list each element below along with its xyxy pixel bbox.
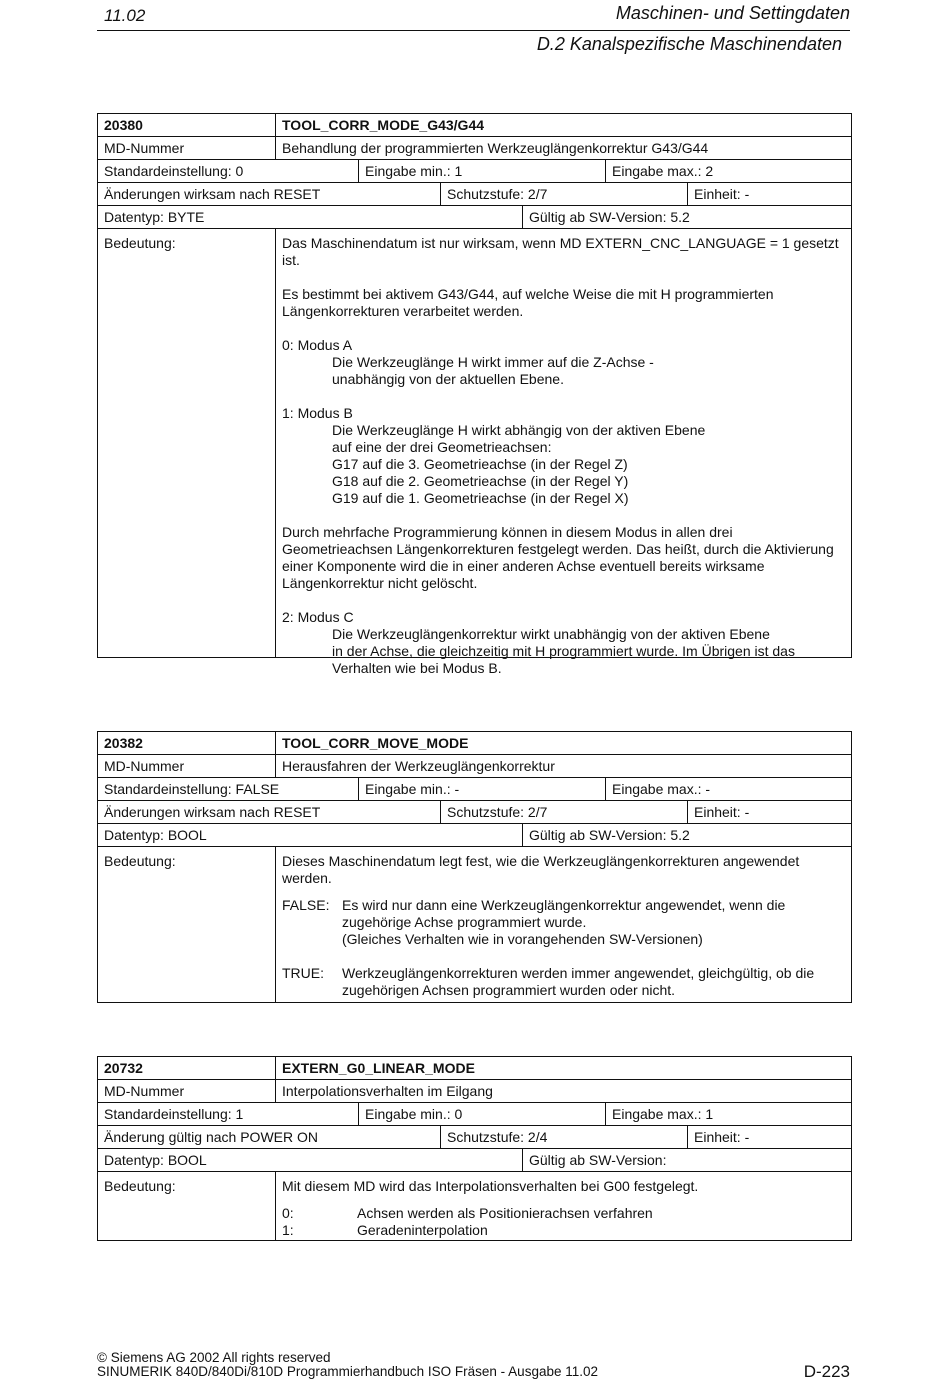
footer-book-title: SINUMERIK 840D/840Di/810D Programmierhandbuch ISO Fräsen - Ausgabe 11.02 xyxy=(97,1364,599,1379)
header-date: 11.02 xyxy=(104,6,146,25)
md-description-row xyxy=(98,1080,851,1103)
md-input-max: Eingabe max.: 1 xyxy=(605,1103,851,1125)
md-datatype: Datentyp: BOOL xyxy=(104,827,207,843)
md-input-max: Eingabe max.: - xyxy=(605,778,851,800)
md-standard: Standardeinstellung: 0 xyxy=(104,163,244,179)
md-description: Behandlung der programmierten Werkzeuglängenkorrektur G43/G44 xyxy=(275,137,851,159)
md-description: Interpolationsverhalten im Eilgang xyxy=(275,1080,851,1102)
option-0-text: Achsen werden als Positionierachsen verfahren xyxy=(357,1205,653,1221)
md-protection: Schutzstufe: 2/7 xyxy=(440,801,687,823)
header-rule xyxy=(97,30,850,31)
false-note: (Gleiches Verhalten wie in vorangehenden SW-Versionen) xyxy=(342,931,703,947)
false-description: Es wird nur dann eine Werkzeuglängenkorrektur angewendet, wenn die zugehörige Achse programmiert wurde. xyxy=(342,897,786,930)
md-meaning-label: Bedeutung: xyxy=(104,235,176,251)
md-protection: Schutzstufe: 2/7 xyxy=(440,183,687,205)
md-changes: Änderungen wirksam nach RESET xyxy=(104,804,321,820)
md-changes: Änderungen wirksam nach RESET xyxy=(104,186,321,202)
header-chapter-title: Maschinen- und Settingdaten xyxy=(615,3,850,23)
mode-c-line: in der Achse, die gleichzeitig mit H programmiert wurde. Im Übrigen ist das xyxy=(332,643,795,659)
mode-b-line: Die Werkzeuglänge H wirkt abhängig von der aktiven Ebene xyxy=(332,422,706,438)
md-type-row xyxy=(98,1149,851,1172)
md-meaning-text xyxy=(275,229,851,676)
md-effect-row xyxy=(98,183,851,206)
md-meaning-row xyxy=(98,1172,851,1240)
md-number: 20732 xyxy=(104,1060,143,1076)
md-limits-row xyxy=(98,1103,851,1126)
option-1-text: Geradeninterpolation xyxy=(357,1222,488,1238)
mode-b-line: auf eine der drei Geometrieachsen: xyxy=(332,439,552,455)
md-input-max: Eingabe max.: 2 xyxy=(605,160,851,182)
page-number: D-223 xyxy=(803,1362,850,1381)
md-block-20382 xyxy=(97,731,852,1003)
header-section-title: D.2 Kanalspezifische Maschinendaten xyxy=(536,34,842,54)
md-meaning-text xyxy=(275,847,851,1002)
md-number-label: MD-Nummer xyxy=(104,1083,185,1099)
mode-b-line: G19 auf die 1. Geometrieachse (in der Regel X) xyxy=(332,490,629,506)
md-sw-version: Gültig ab SW-Version: xyxy=(522,1149,851,1171)
option-1 xyxy=(282,1222,843,1239)
md-meaning-text xyxy=(275,1172,851,1240)
md-sw-version: Gültig ab SW-Version: 5.2 xyxy=(522,206,851,228)
true-entry xyxy=(282,965,843,999)
md-type-row xyxy=(98,206,851,229)
md-protection: Schutzstufe: 2/4 xyxy=(440,1126,687,1148)
md-number-label: MD-Nummer xyxy=(104,758,185,774)
mode-c-line: Verhalten wie bei Modus B. xyxy=(332,660,502,676)
md-unit: Einheit: - xyxy=(687,801,851,823)
option-0-key: 0: xyxy=(282,1205,294,1221)
md-type-row xyxy=(98,824,851,847)
footer-copyright: © Siemens AG 2002 All rights reserved xyxy=(97,1350,331,1365)
mode-b-line: G17 auf die 3. Geometrieachse (in der Regel Z) xyxy=(332,456,628,472)
md-input-min: Eingabe min.: 0 xyxy=(358,1103,605,1125)
md-name: EXTERN_G0_LINEAR_MODE xyxy=(275,1057,851,1079)
false-entry xyxy=(282,897,843,948)
mode-a-line: Die Werkzeuglänge H wirkt immer auf die Z-Achse - xyxy=(332,354,654,370)
md-input-min: Eingabe min.: - xyxy=(358,778,605,800)
md-unit: Einheit: - xyxy=(687,183,851,205)
meaning-paragraph: Das Maschinendatum ist nur wirksam, wenn MD EXTERN_CNC_LANGUAGE = 1 gesetzt ist. xyxy=(282,235,839,268)
md-block-20732 xyxy=(97,1056,852,1241)
md-number: 20380 xyxy=(104,117,143,133)
md-number-row xyxy=(98,1057,851,1080)
md-name: TOOL_CORR_MOVE_MODE xyxy=(275,732,851,754)
md-number-row xyxy=(98,732,851,755)
md-limits-row xyxy=(98,778,851,801)
md-description: Herausfahren der Werkzeuglängenkorrektur xyxy=(275,755,851,777)
option-0 xyxy=(282,1205,843,1222)
mode-b-line: G18 auf die 2. Geometrieachse (in der Regel Y) xyxy=(332,473,629,489)
mode-a-line: unabhängig von der aktuellen Ebene. xyxy=(332,371,564,387)
true-text: Werkzeuglängenkorrekturen werden immer angewendet, gleichgültig, ob die zugehörigen Achsen programmiert wurden oder nicht. xyxy=(342,965,815,998)
md-block-20380 xyxy=(97,113,852,676)
md-number: 20382 xyxy=(104,735,143,751)
md-number-label: MD-Nummer xyxy=(104,140,185,156)
md-limits-row xyxy=(98,160,851,183)
meaning-paragraph: Dieses Maschinendatum legt fest, wie die Werkzeuglängenkorrekturen angewendet werden. xyxy=(282,853,800,886)
mode-a-title: 0: Modus A xyxy=(282,337,353,353)
mode-c-title: 2: Modus C xyxy=(282,609,354,625)
md-meaning-row xyxy=(98,229,851,676)
md-unit: Einheit: - xyxy=(687,1126,851,1148)
md-meaning-label: Bedeutung: xyxy=(104,853,176,869)
mode-b-title: 1: Modus B xyxy=(282,405,353,421)
true-key: TRUE: xyxy=(282,965,324,981)
md-effect-row xyxy=(98,801,851,824)
md-input-min: Eingabe min.: 1 xyxy=(358,160,605,182)
md-meaning-row xyxy=(98,847,851,1002)
meaning-paragraph: Es bestimmt bei aktivem G43/G44, auf welche Weise die mit H programmierten Längenkorrekturen verarbeitet werden. xyxy=(282,286,774,319)
md-description-row xyxy=(98,755,851,778)
md-standard: Standardeinstellung: FALSE xyxy=(104,781,280,797)
md-effect-row xyxy=(98,1126,851,1149)
md-datatype: Datentyp: BYTE xyxy=(104,209,205,225)
option-1-key: 1: xyxy=(282,1222,294,1238)
md-datatype: Datentyp: BOOL xyxy=(104,1152,207,1168)
md-sw-version: Gültig ab SW-Version: 5.2 xyxy=(522,824,851,846)
md-meaning-label: Bedeutung: xyxy=(104,1178,176,1194)
md-description-row xyxy=(98,137,851,160)
false-key: FALSE: xyxy=(282,897,330,913)
false-text xyxy=(342,897,843,948)
md-standard: Standardeinstellung: 1 xyxy=(104,1106,244,1122)
mode-c-line: Die Werkzeuglängenkorrektur wirkt unabhängig von der aktiven Ebene xyxy=(332,626,770,642)
meaning-paragraph: Mit diesem MD wird das Interpolationsverhalten bei G00 festgelegt. xyxy=(282,1178,699,1194)
meaning-paragraph: Durch mehrfache Programmierung können in diesem Modus in allen drei Geometrieachsen Längenkorrekturen festgelegt werden. Das heißt, durch die Aktivierung einer Komponente wird die in einer anderen Achse eventuell bereits wirksame Längenkorrektur nicht gelöscht. xyxy=(282,524,834,591)
md-changes: Änderung gültig nach POWER ON xyxy=(104,1129,318,1145)
md-name: TOOL_CORR_MODE_G43/G44 xyxy=(275,114,851,136)
md-number-row xyxy=(98,114,851,137)
